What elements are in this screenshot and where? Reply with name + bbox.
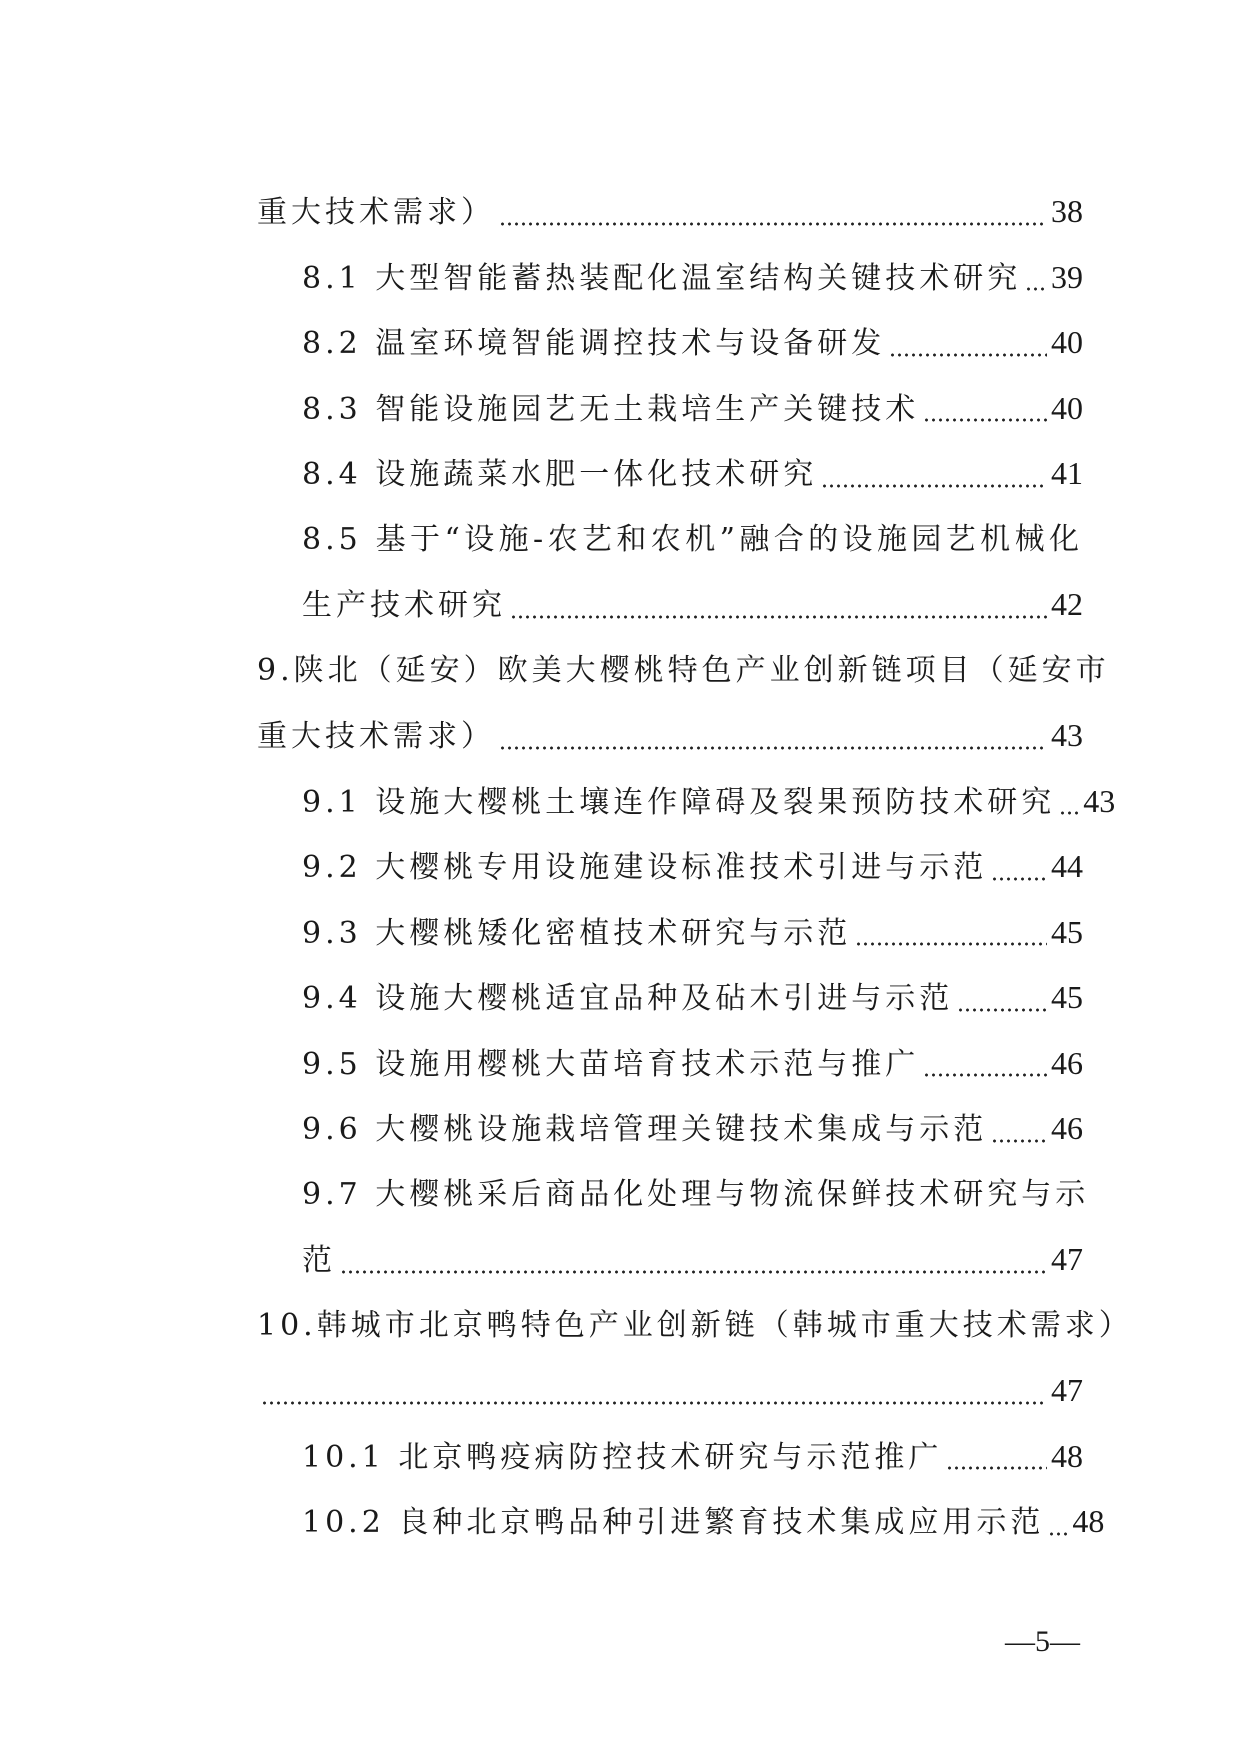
toc-entry[interactable] [257, 1489, 1105, 1555]
toc-entry-title: 8.1 大型智能蓄热装配化温室结构关键技术研究 [302, 260, 1022, 296]
toc-entry[interactable] [257, 310, 1083, 376]
toc-entry-page: 43 [1051, 717, 1083, 753]
toc-entry[interactable] [257, 900, 1083, 966]
dot-leader [855, 942, 1047, 946]
toc-entry[interactable] [257, 1227, 1083, 1293]
toc-entry-title: 9.1 设施大樱桃土壤连作障碍及裂果预防技术研究 [302, 784, 1056, 820]
toc-entry[interactable] [257, 507, 1083, 573]
toc-entry-page: 47 [1051, 1241, 1083, 1277]
toc-entry-title: 重大技术需求） [257, 195, 495, 230]
toc-entry-page: 46 [1051, 1044, 1083, 1081]
dot-leader [1025, 287, 1047, 291]
toc-entry[interactable] [257, 703, 1083, 769]
dot-leader [499, 746, 1047, 750]
page-number: —5— [1005, 1625, 1080, 1658]
dot-leader [923, 1073, 1047, 1077]
toc-entry[interactable] [257, 638, 1110, 704]
dot-leader [991, 1139, 1047, 1143]
toc-entry[interactable] [257, 834, 1083, 900]
toc-entry-title: 9.7 大樱桃采后商品化处理与物流保鲜技术研究与示 [302, 1176, 1090, 1212]
dot-leader [889, 353, 1047, 357]
toc-entry-title: 9.2 大樱桃专用设施建设标准技术引进与示范 [302, 850, 988, 885]
table-of-contents [257, 179, 1133, 1555]
toc-entry-page: 47 [1051, 1372, 1083, 1408]
toc-entry-title: 生产技术研究 [302, 588, 506, 623]
dot-leader [1048, 1532, 1068, 1536]
dot-leader [821, 484, 1047, 488]
toc-entry-page: 44 [1051, 848, 1083, 884]
toc-entry-page: 43 [1083, 782, 1116, 819]
toc-entry[interactable] [257, 572, 1083, 638]
toc-entry-title: 重大技术需求） [257, 719, 495, 754]
toc-entry-page: 42 [1051, 586, 1083, 622]
toc-entry[interactable] [257, 1358, 1083, 1424]
toc-entry[interactable] [257, 245, 1083, 311]
toc-entry-title: 8.4 设施蔬菜水肥一体化技术研究 [302, 457, 818, 492]
toc-entry[interactable] [257, 1424, 1083, 1490]
toc-entry[interactable] [257, 965, 1083, 1031]
toc-entry-title: 9.6 大樱桃设施栽培管理关键技术集成与示范 [302, 1112, 988, 1147]
toc-entry-page: 45 [1051, 913, 1083, 950]
toc-entry-title: 9.3 大樱桃矮化密植技术研究与示范 [302, 915, 852, 951]
toc-entry-page: 48 [1051, 1437, 1083, 1474]
toc-entry-page: 38 [1051, 193, 1083, 229]
toc-entry-page: 45 [1051, 979, 1083, 1015]
dot-leader [957, 1008, 1047, 1012]
toc-entry-page: 41 [1051, 455, 1083, 491]
toc-entry[interactable] [257, 1031, 1083, 1097]
toc-entry-page: 46 [1051, 1110, 1083, 1146]
toc-entry-title: 9.5 设施用樱桃大苗培育技术示范与推广 [302, 1046, 920, 1082]
toc-entry-title: 范 [302, 1243, 336, 1278]
toc-entry-title: 10.1 北京鸭疫病防控技术研究与示范推广 [302, 1439, 943, 1475]
toc-entry[interactable] [257, 441, 1083, 507]
toc-entry-title: 8.5 基于“设施-农艺和农机”融合的设施园艺机械化 [302, 521, 1083, 557]
toc-entry-title: 9.4 设施大樱桃适宜品种及砧木引进与示范 [302, 981, 954, 1016]
toc-entry-page: 40 [1051, 324, 1083, 360]
toc-entry-title: 10.2 良种北京鸭品种引进繁育技术集成应用示范 [302, 1505, 1045, 1540]
dot-leader [261, 1401, 1047, 1405]
dot-leader [923, 418, 1047, 422]
dot-leader [499, 222, 1047, 226]
dot-leader [1059, 811, 1079, 815]
toc-entry-page: 39 [1051, 258, 1083, 295]
toc-entry[interactable] [257, 1096, 1083, 1162]
toc-entry-page: 48 [1072, 1503, 1105, 1539]
dot-leader [510, 615, 1047, 619]
toc-entry-title: 8.2 温室环境智能调控技术与设备研发 [302, 326, 886, 361]
toc-entry-title: 8.3 智能设施园艺无土栽培生产关键技术 [302, 391, 920, 427]
dot-leader [946, 1466, 1047, 1470]
dot-leader [991, 877, 1047, 881]
toc-entry-page: 40 [1051, 389, 1083, 426]
toc-entry-title: 9.陕北（延安）欧美大樱桃特色产业创新链项目（延安市 [257, 652, 1110, 688]
toc-entry[interactable] [257, 769, 1116, 835]
toc-entry[interactable] [257, 1293, 1133, 1359]
toc-entry[interactable] [257, 179, 1083, 245]
toc-entry-title: 10.韩城市北京鸭特色产业创新链（韩城市重大技术需求） [257, 1307, 1133, 1343]
dot-leader [340, 1270, 1047, 1274]
toc-entry[interactable] [257, 1162, 1090, 1228]
toc-entry[interactable] [257, 376, 1083, 442]
